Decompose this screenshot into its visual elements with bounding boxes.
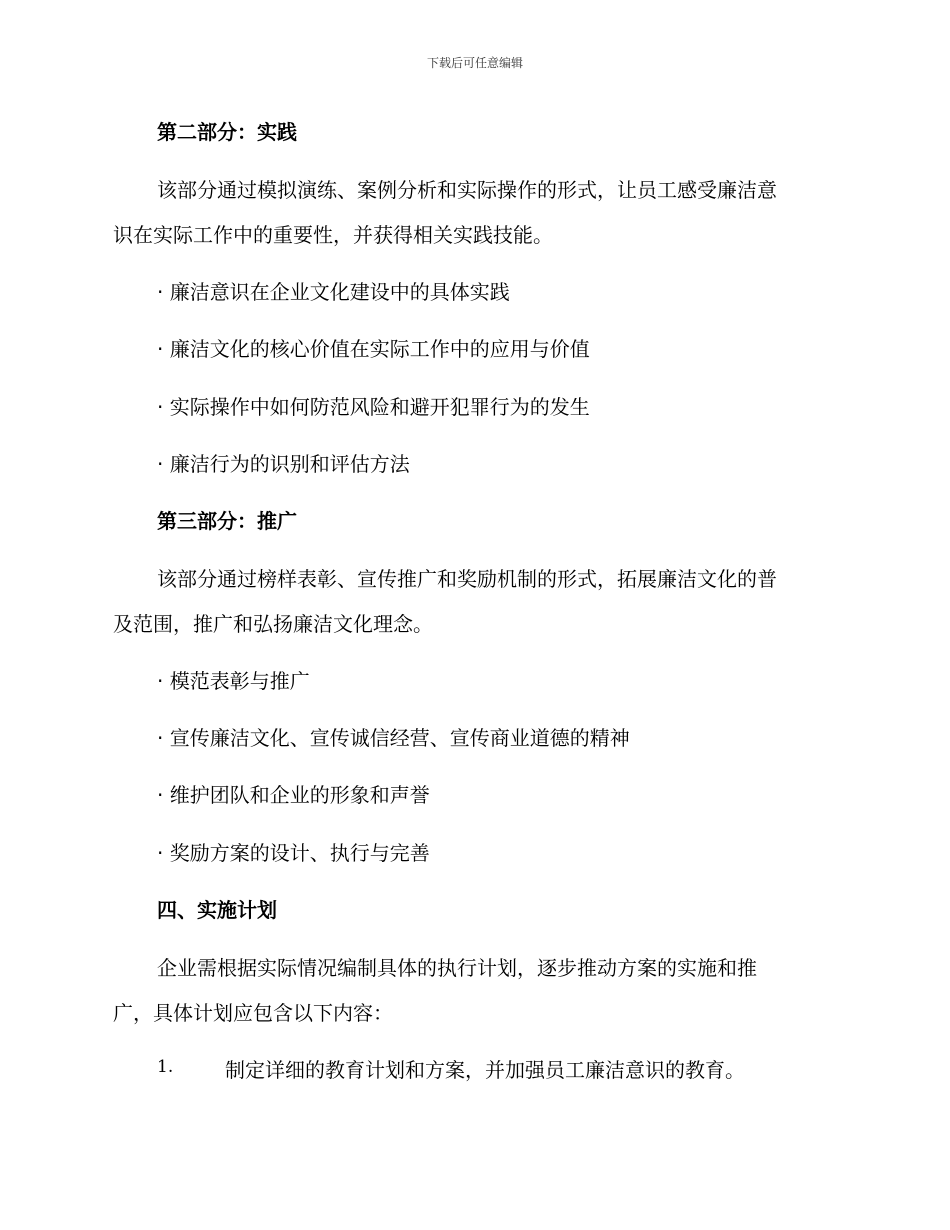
bullet-item: · 维护团队和企业的形象和声誉 xyxy=(157,783,430,807)
section-heading: 四、实施计划 xyxy=(157,898,277,922)
bullet-item: · 廉洁文化的核心价值在实际工作中的应用与价值 xyxy=(157,337,590,361)
bullet-item: · 廉洁意识在企业文化建设中的具体实践 xyxy=(157,280,510,304)
bullet-item: · 模范表彰与推广 xyxy=(157,669,310,693)
paragraph-line: 该部分通过榜样表彰、宣传推广和奖励机制的形式，拓展廉洁文化的普 xyxy=(157,567,777,591)
paragraph-line: 该部分通过模拟演练、案例分析和实际操作的形式，让员工感受廉洁意 xyxy=(157,178,777,202)
page-header-note: 下载后可任意编辑 xyxy=(426,56,523,70)
bullet-item: · 奖励方案的设计、执行与完善 xyxy=(157,841,430,865)
paragraph-line: 及范围，推广和弘扬廉洁文化理念。 xyxy=(113,612,433,636)
paragraph-line: 企业需根据实际情况编制具体的执行计划，逐步推动方案的实施和推 xyxy=(157,956,757,980)
list-text: 制定详细的教育计划和方案，并加强员工廉洁意识的教育。 xyxy=(225,1058,745,1082)
bullet-item: · 廉洁行为的识别和评估方法 xyxy=(157,452,410,476)
section-heading: 第二部分：实践 xyxy=(157,120,297,144)
list-number: 1. xyxy=(157,1057,174,1077)
section-heading: 第三部分：推广 xyxy=(157,509,297,533)
bullet-item: · 宣传廉洁文化、宣传诚信经营、宣传商业道德的精神 xyxy=(157,726,630,750)
paragraph-line: 广，具体计划应包含以下内容： xyxy=(113,1001,393,1025)
bullet-item: · 实际操作中如何防范风险和避开犯罪行为的发生 xyxy=(157,395,590,419)
paragraph-line: 识在实际工作中的重要性，并获得相关实践技能。 xyxy=(113,223,553,247)
